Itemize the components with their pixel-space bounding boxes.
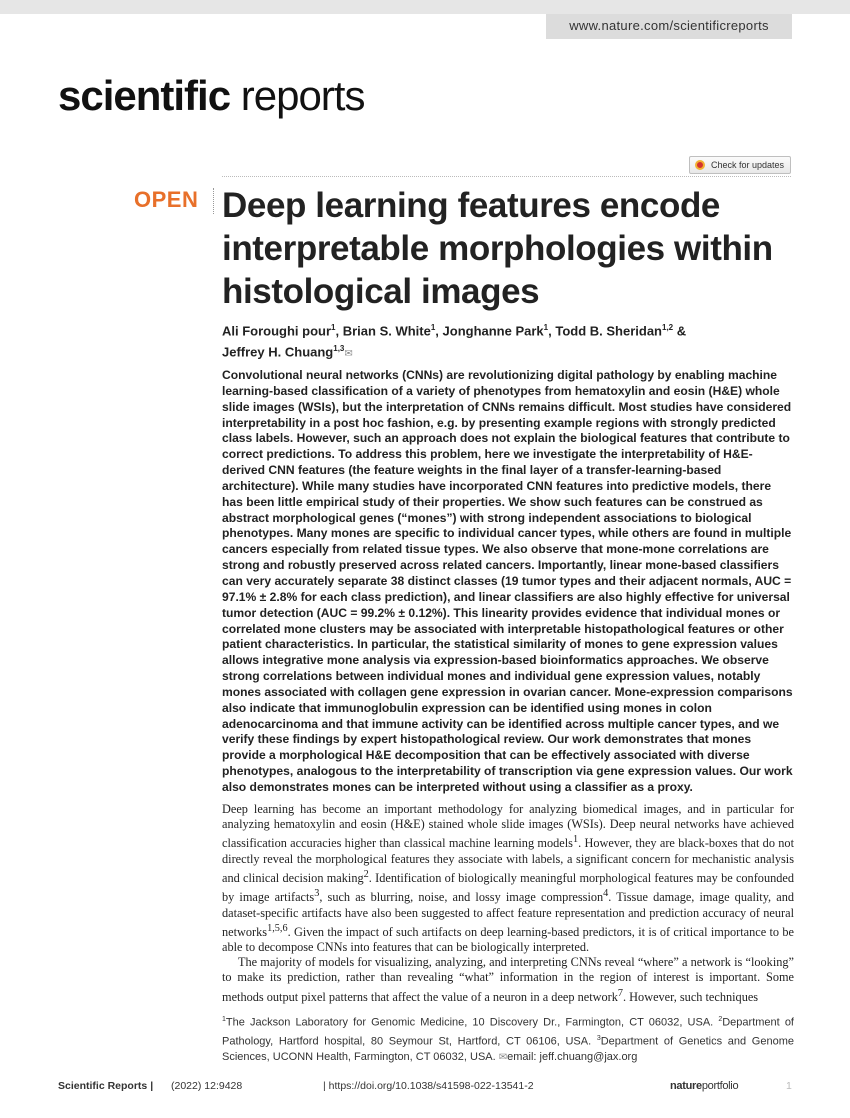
body-paragraph: Deep learning has become an important methodology for analyzing biomedical images, and in particular for analyzing hematoxylin and eosin (H&E) stained whole slide images (WSIs). Deep neural networks have achieved classification accuracies higher than classical machine learning models$^1$. However, they are black-boxes that do not directly reveal the morphological features they associate with labels, a significant concern for mechanistic analysis and clinical decision making$^2$. Identification of biologically meaningful morphological features may be confounded by image artifacts$^3$, such as blurring, noise, and lossy image compression$^4$. Tissue damage, image quality, and dataset-specific artifacts have also been suggested to affect feature representation and prediction accuracy of neural networks$^{1,5,6}$. Given the impact of such artifacts on deep learning-based predictors, it is of critical importance to be able to decompose CNNs into features that can be biologically interpreted. [222,802,794,954]
abstract: Convolutional neural networks (CNNs) are revolutionizing digital pathology by enabling machine learning-based classification of a variety of phenotypes from hematoxylin and eosin (H&E) whole slide images (WSIs), but the interpretation of CNNs remains difficult. Most studies have considered interpretability in a post hoc fashion, e.g. by presenting example regions with strongly predicted class labels. However, such an approach does not explain the biological features that contribute to correct predictions. To address this problem, here we investigate the interpretability of H&E-derived CNN features (the feature weights in the final layer of a transfer-learning-based architecture). While many studies have incorporated CNN features into predictive models, there has been little empirical study of their properties. We show such features can be construed as abstract morphological genes (“mones”) with strong independent associations to biological phenotypes. Many mones are specific to individual cancer types, while others are found in multiple cancers especially from related tissue types. We also observe that mone-mone correlations are strong and robustly preserved across related cancers. Importantly, linear mone-based classifiers can very accurately separate 38 distinct classes (19 tumor types and their adjacent normals, AUC = 97.1% ± 2.8% for each class prediction), and linear classifiers are also highly effective for universal tumor detection (AUC = 99.2% ± 0.12%). This linearity provides evidence that individual mones or correlated mone clusters may be associated with interpretable histopathological features or other patient characteristics. In particular, the statistical similarity of mones to gene expression values allows integrative mone analysis via expression-based bioinformatics approaches. We observe strong correlations between individual mones and individual gene expression values, notably mones associated with collagen gene expression in ovarian cancer. Mone-expression comparisons also indicate that immunoglobulin expression can be identified using mones in colon adenocarcinoma and that immune activity can be identified across multiple cancer types, and we verify these findings by expert histopathological review. Our work demonstrates that mones provide a morphological H&E decomposition that can be effectively associated with diverse phenotypes, analogous to the interpretability of transcription via gene expression values. Our work also demonstrates mones can be interpreted without using a classifier as a proxy. [222,368,793,794]
email-icon: ✉ [498,1052,508,1064]
journal-url[interactable]: www.nature.com/scientificreports [546,14,792,39]
author-name[interactable]: Jeffrey H. Chuang [222,344,334,360]
affil-sup: 1,3 [333,344,345,354]
footer-doi-link[interactable]: | https://doi.org/10.1038/s41598-022-13541-2 [323,1080,534,1092]
author-list [222,319,792,364]
check-for-updates-button[interactable] [689,156,791,174]
nature-portfolio-logo: natureportfolio [670,1080,739,1092]
ref-link[interactable]: 1 [572,834,579,846]
author-name[interactable]: , Brian S. White [335,323,431,339]
journal-logo[interactable] [58,72,364,120]
email-icon[interactable]: ✉ [344,348,353,360]
author-name[interactable]: , Todd B. Sheridan [548,323,662,339]
affiliations: $^1$The Jackson Laboratory for Genomic Medicine, 10 Discovery Dr., Farmington, CT 06032, USA. $^2$Department of Pathology, Hartford hospital, 80 Seymour St, Hartford, CT 06106, USA. $^3$Department of Genetics and Genome Sciences, UCONN Health, Farmington, CT 06032, USA. ✉email: jeff.chuang@jax.org [222,1016,794,1064]
corresponding-email[interactable]: email: jeff.chuang@jax.org [507,1051,638,1064]
open-divider [213,188,214,214]
body-paragraph: The majority of models for visualizing, analyzing, and interpreting CNNs reveal “where” a network is “looking” to make its prediction, rather than revealing “what” information in the region of interest is important. Some methods output pixel patterns that affect the value of a neuron in a deep network$^7$. However, such techniques [222,955,794,1004]
ref-link[interactable]: 3 [314,888,320,900]
open-access-label: OPEN [134,187,199,212]
ref-link[interactable]: 1,5,6 [267,922,288,934]
article-title: Deep learning features encode interpretable morphologies within histological images [222,186,773,311]
affil-sup: 1 [430,323,436,332]
dotted-divider [222,176,791,177]
page-number: 1 [786,1080,792,1092]
author-name[interactable]: , Jonghanne Park [435,323,544,339]
logo-bold: scientific [58,72,231,119]
ref-link[interactable]: 7 [617,987,624,999]
author-separator: & [673,323,687,339]
affil-sup: 1 [331,323,336,332]
check-updates-label: Check for updates [711,160,785,170]
ref-link[interactable]: 4 [603,888,609,900]
affil-sup: 1 [543,323,549,332]
updates-icon [695,160,705,170]
footer-journal: Scientific Reports | [58,1080,154,1092]
author-name[interactable]: Ali Foroughi pour [222,323,332,339]
top-bar [0,0,850,14]
article-body [222,802,794,1005]
ref-link[interactable]: 2 [363,868,369,880]
affil-sup: 1,2 [662,323,674,332]
footer-volume: (2022) 12:9428 [171,1080,243,1092]
logo-light: reports [240,72,365,119]
